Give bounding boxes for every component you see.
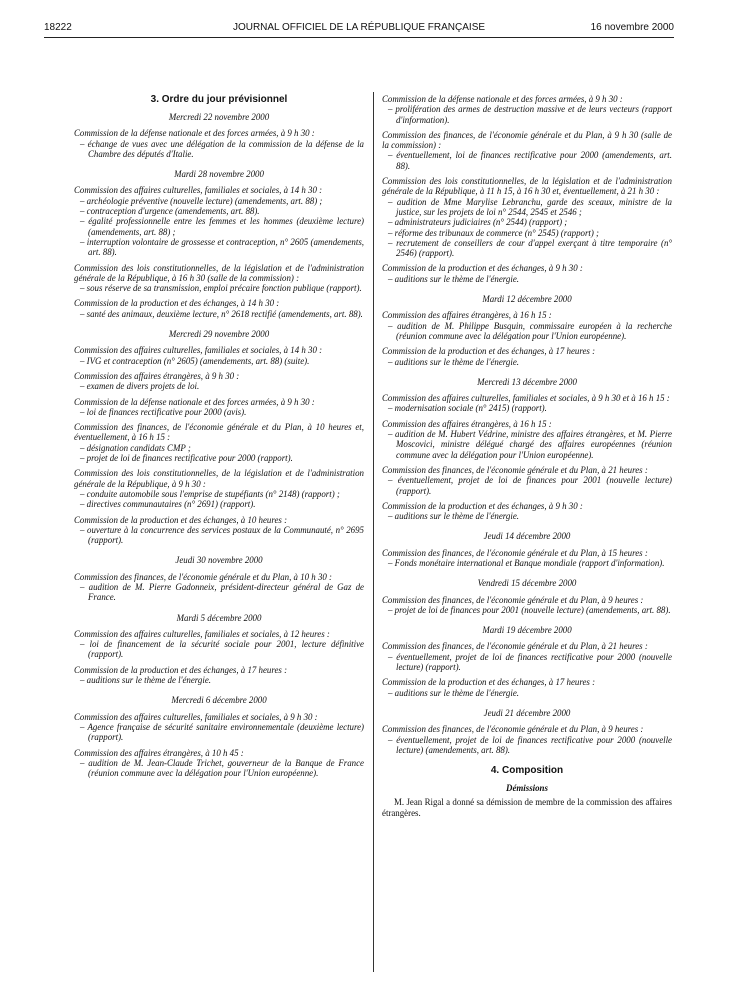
commission-heading: Commission des finances, de l'économie générale et du Plan, à 21 heures : [382, 641, 648, 652]
composition-text: M. Jean Rigal a donné sa démission de membre de la commission des affaires étrangères. [382, 797, 672, 818]
commission-heading: Commission des lois constitutionnelles, de la législation et de l'administration générale de la République, à 9 h 30 : [74, 468, 364, 489]
commission-heading: Commission de la production et des échanges, à 9 h 30 : [382, 500, 583, 511]
agenda-block [382, 465, 672, 496]
agenda-item: – loi de finances rectificative pour 2000 (avis). [80, 406, 247, 417]
session-date: Vendredi 15 décembre 2000 [477, 578, 577, 589]
agenda-block [74, 712, 364, 743]
agenda-item: – éventuellement, projet de loi de finances rectificative pour 2000 (nouvelle lecture) (rapport). [388, 651, 672, 673]
commission-heading: Commission des affaires culturelles, familiales et sociales, à 9 h 30 : [74, 711, 318, 722]
agenda-block [74, 665, 364, 686]
agenda-item: – éventuellement, projet de loi de finances rectificative pour 2000 (nouvelle lecture) (amendements, art. 88). [388, 734, 672, 755]
session-date: Mardi 19 décembre 2000 [482, 625, 572, 636]
session-date: Jeudi 30 novembre 2000 [175, 555, 263, 566]
agenda-item: – audition de M. Philippe Busquin, commissaire européen à la recherche (réunion commune avec la délégation pour l'Union européenne). [388, 320, 672, 341]
composition-title: 4. Composition [490, 765, 564, 777]
journal-title: JOURNAL OFFICIEL DE LA RÉPUBLIQUE FRANÇAISE [232, 22, 486, 33]
agenda-block [382, 94, 672, 125]
commission-heading: Commission de la production et des échanges, à 17 heures : [382, 677, 596, 688]
agenda-item: – administrateurs judiciaires (n° 2544) (rapport) ; [388, 217, 568, 228]
commission-heading: Commission de la défense nationale et des forces armées, à 9 h 30 : [382, 94, 623, 104]
left-column [74, 94, 364, 783]
agenda-block [382, 310, 672, 341]
agenda-item: – interruption volontaire de grossesse et contraception, n° 2605 (amendements, art. 88). [80, 236, 364, 258]
commission-heading: Commission de la production et des échanges, à 9 h 30 : [382, 263, 583, 274]
session-date: Mardi 5 décembre 2000 [176, 612, 262, 623]
agenda-block [382, 595, 672, 616]
agenda-block [382, 419, 672, 460]
agenda-block [382, 641, 672, 672]
session-date: Mardi 28 novembre 2000 [174, 169, 264, 180]
agenda-item: – recrutement de conseillers de cour d'appel exerçant à titre temporaire (n° 2546) (rapport). [388, 237, 672, 259]
agenda-item: – réforme des tribunaux de commerce (n° 2545) (rapport) ; [388, 227, 599, 238]
header-rule [44, 37, 674, 38]
commission-heading: Commission de la défense nationale et des forces armées, à 9 h 30 : [74, 396, 315, 407]
agenda-block [74, 629, 364, 660]
agenda-block [382, 130, 672, 171]
column-divider [373, 92, 374, 972]
agenda-item: – échange de vues avec une délégation de la commission de la défense de la Chambre des députés d'Italie. [80, 138, 364, 159]
agenda-item: – santé des animaux, deuxième lecture, n° 2618 rectifié (amendements, art. 88). [80, 308, 363, 319]
agenda-item: – auditions sur le thème de l'énergie. [388, 273, 519, 284]
agenda-block [74, 345, 364, 366]
agenda-item: – audition de M. Jean-Claude Trichet, gouverneur de la Banque de France (réunion commune avec la délégation pour l'Union européenne). [80, 757, 364, 779]
commission-heading: Commission des finances, de l'économie générale et du Plan, à 15 heures : [382, 547, 648, 558]
agenda-item: – sous réserve de sa transmission, emploi précaire fonction publique (rapport). [80, 283, 362, 294]
agenda-item: – auditions sur le thème de l'énergie. [388, 687, 519, 698]
section-title: 3. Ordre du jour prévisionnel [150, 94, 288, 105]
commission-heading: Commission des affaires culturelles, familiales et sociales, à 14 h 30 : [74, 185, 323, 196]
agenda-block [74, 515, 364, 546]
commission-heading: Commission des affaires culturelles, familiales et sociales, à 9 h 30 et à 16 h 15 : [382, 393, 670, 404]
commission-heading: Commission des lois constitutionnelles, de la législation et de l'administration générale de la République, à 11 h 15, à 16 h 30 et, éventuellement, à 21 h 30 : [382, 176, 672, 197]
issue-date: 16 novembre 2000 [590, 22, 674, 33]
agenda-block [74, 397, 364, 418]
agenda-block [382, 176, 672, 258]
commission-heading: Commission de la production et des échanges, à 17 heures : [382, 346, 596, 357]
commission-heading: Commission des affaires culturelles, familiales et sociales, à 12 heures : [74, 628, 330, 639]
commission-heading: Commission de la production et des échanges, à 17 heures : [74, 664, 288, 675]
agenda-block [74, 468, 364, 509]
commission-heading: Commission de la production et des échanges, à 14 h 30 : [74, 298, 280, 309]
session-date: Mercredi 22 novembre 2000 [168, 112, 270, 122]
agenda-item: – audition de M. Hubert Védrine, ministre des affaires étrangères, et M. Pierre Moscovici, ministre délégué chargé des affaires européennes (réunion commune avec la délégation pour l'Union européenne). [388, 429, 672, 460]
commission-heading: Commission des affaires étrangères, à 9 h 30 : [74, 370, 240, 381]
agenda-block [74, 263, 364, 294]
agenda-block [74, 298, 364, 319]
commission-heading: Commission des finances, de l'économie générale et du Plan, à 21 heures : [382, 464, 648, 475]
agenda-block [382, 346, 672, 367]
page-header [44, 22, 674, 36]
session-date: Jeudi 14 décembre 2000 [483, 531, 571, 542]
agenda-item: – prolifération des armes de destruction massive et de leurs vecteurs (rapport d'information). [388, 104, 672, 125]
commission-heading: Commission des affaires étrangères, à 16 h 15 : [382, 310, 552, 321]
agenda-item: – audition de M. Pierre Gadonneix, président-directeur général de Gaz de France. [80, 581, 364, 603]
commission-heading: Commission des finances, de l'économie générale et du Plan, à 9 heures : [382, 594, 644, 605]
agenda-item: – Fonds monétaire international et Banque mondiale (rapport d'information). [388, 557, 665, 568]
commission-heading: Commission de la défense nationale et des forces armées, à 9 h 30 : [74, 128, 315, 139]
agenda-item: – IVG et contraception (n° 2605) (amendements, art. 88) (suite). [80, 355, 310, 366]
session-date: Mercredi 29 novembre 2000 [168, 329, 270, 340]
agenda-item: – loi de financement de la sécurité sociale pour 2001, lecture définitive (rapport). [80, 639, 364, 660]
agenda-block [382, 501, 672, 522]
agenda-block [74, 422, 364, 463]
commission-heading: Commission des lois constitutionnelles, de la législation et de l'administration générale de la République, à 16 h 30 (salle de la commission) : [74, 262, 364, 283]
agenda-item: – projet de loi de finances rectificative pour 2000 (rapport). [80, 453, 293, 464]
agenda-item: – auditions sur le thème de l'énergie. [388, 511, 519, 522]
agenda-block [382, 393, 672, 414]
agenda-item: – examen de divers projets de loi. [80, 381, 200, 392]
agenda-item: – égalité professionnelle entre les femmes et les hommes (deuxième lecture) (amendements, art. 88) ; [80, 216, 364, 237]
agenda-item: – conduite automobile sous l'emprise de stupéfiants (n° 2148) (rapport) ; [80, 488, 340, 499]
agenda-item: – éventuellement, loi de finances rectificative pour 2000 (amendements, art. 88). [388, 150, 672, 171]
agenda-item: – archéologie préventive (nouvelle lecture) (amendements, art. 88) ; [80, 195, 323, 206]
agenda-block [74, 371, 364, 392]
agenda-item: – auditions sur le thème de l'énergie. [388, 356, 519, 367]
commission-heading: Commission des affaires étrangères, à 10 h 45 : [74, 747, 244, 758]
session-date: Mercredi 6 décembre 2000 [171, 695, 267, 706]
agenda-item: – contraception d'urgence (amendements, art. 88). [80, 206, 260, 217]
agenda-block [74, 128, 364, 159]
agenda-block [74, 185, 364, 257]
agenda-block [382, 548, 672, 569]
session-date: Mardi 12 décembre 2000 [482, 294, 572, 305]
page-number: 18222 [44, 22, 72, 33]
commission-heading: Commission des finances, de l'économie générale et du Plan, à 9 heures : [382, 724, 644, 735]
commission-heading: Commission des affaires étrangères, à 16 h 15 : [382, 418, 552, 429]
agenda-block [382, 724, 672, 755]
agenda-item: – désignation candidats CMP ; [80, 442, 191, 453]
commission-heading: Commission des affaires culturelles, familiales et sociales, à 14 h 30 : [74, 345, 323, 356]
right-column [382, 94, 672, 818]
commission-heading: Commission des finances, de l'économie générale et du Plan, à 9 h 30 (salle de la commission) : [382, 129, 672, 151]
agenda-item: – éventuellement, projet de loi de finances pour 2001 (nouvelle lecture) (rapport). [388, 475, 672, 496]
agenda-item: – modernisation sociale (n° 2415) (rapport). [388, 403, 547, 414]
commission-heading: Commission de la production et des échanges, à 10 heures : [74, 514, 288, 525]
agenda-item: – audition de Mme Marylise Lebranchu, garde des sceaux, ministre de la justice, sur les projets de loi n° 2544, 2545 et 2546 ; [388, 196, 672, 217]
agenda-block [382, 263, 672, 284]
session-date: Jeudi 21 décembre 2000 [483, 707, 571, 718]
agenda-item: – auditions sur le thème de l'énergie. [80, 675, 211, 686]
agenda-item: – directives communautaires (n° 2691) (rapport). [80, 499, 256, 510]
agenda-block [382, 677, 672, 698]
agenda-item: – projet de loi de finances pour 2001 (nouvelle lecture) (amendements, art. 88). [388, 604, 671, 615]
composition-subtitle: Démissions [506, 783, 548, 794]
commission-heading: Commission des finances, de l'économie générale et du Plan, à 10 heures et, éventuellement, à 16 h 15 : [74, 422, 364, 443]
session-date: Mercredi 13 décembre 2000 [477, 376, 577, 387]
agenda-block [74, 572, 364, 603]
agenda-block [74, 748, 364, 779]
commission-heading: Commission des finances, de l'économie générale et du Plan, à 10 h 30 : [74, 571, 332, 582]
agenda-item: – ouverture à la concurrence des services postaux de la Communauté, n° 2695 (rapport). [80, 524, 364, 546]
agenda-item: – Agence française de sécurité sanitaire environnementale (deuxième lecture) (rapport). [80, 721, 364, 743]
